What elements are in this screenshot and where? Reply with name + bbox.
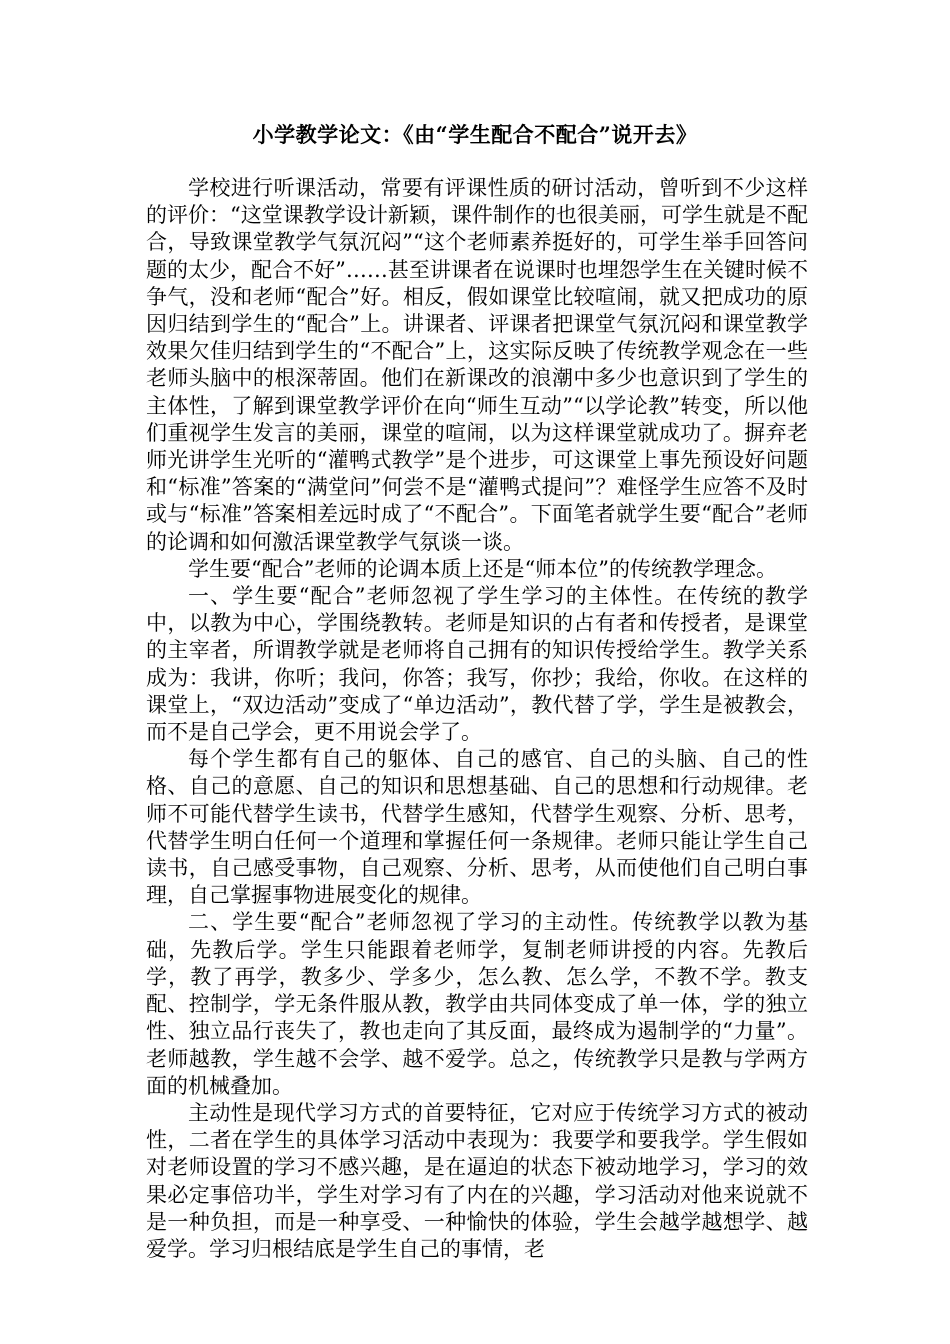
document-body	[146, 175, 808, 1263]
paragraph: 主动性是现代学习方式的首要特征，它对应于传统学习方式的被动性，二者在学生的具体学习活动中表现为：我要学和要我学。学生假如对老师设置的学习不感兴趣，是在逼迫的状态下被动地学习，学习的效果必定事倍功半，学生对学习有了内在的兴趣，学习活动对他来说就不是一种负担，而是一种享受、一种愉快的体验，学生会越学越想学、越爱学。学习归根结底是学生自己的事情，老	[146, 1100, 808, 1261]
paragraph: 每个学生都有自己的躯体、自己的感官、自己的头脑、自己的性格、自己的意愿、自己的知识和思想基础、自己的思想和行动规律。老师不可能代替学生读书，代替学生感知，代替学生观察、分析、思考，代替学生明白任何一个道理和掌握任何一条规律。老师只能让学生自己读书，自己感受事物，自己观察、分析、思考，从而使他们自己明白事理，自己掌握事物进展变化的规律。	[146, 747, 808, 908]
paragraph: 一、学生要“配合”老师忽视了学生学习的主体性。在传统的教学中，以教为中心，学围绕教转。老师是知识的占有者和传授者，是课堂的主宰者，所谓教学就是老师将自己拥有的知识传授给学生。教学关系成为：我讲，你听；我问，你答；我写，你抄；我给，你收。在这样的课堂上，“双边活动”变成了“单边活动”，教代替了学，学生是被教会，而不是自己学会，更不用说会学了。	[146, 584, 808, 745]
paragraph: 学校进行听课活动，常要有评课性质的研讨活动，曾听到不少这样的评价：“这堂课教学设计新颖，课件制作的也很美丽，可学生就是不配合，导致课堂教学气氛沉闷”“这个老师素养挺好的，可学生举手回答问题的太少，配合不好”……甚至讲课者在说课时也埋怨学生在关键时候不争气，没和老师“配合”好。相反，假如课堂比较喧闹，就又把成功的原因归结到学生的“配合”上。讲课者、评课者把课堂气氛沉闷和课堂教学效果欠佳归结到学生的“不配合”上，这实际反映了传统教学观念在一些老师头脑中的根深蒂固。他们在新课改的浪潮中多少也意识到了学生的主体性，了解到课堂教学评价在向“师生互动”“以学论教”转变，所以他们重视学生发言的美丽，课堂的喧闹，以为这样课堂就成功了。摒弃老师光讲学生光听的“灌鸭式教学”是个进步，可这课堂上事先预设好问题和“标准”答案的“满堂问”何尝不是“灌鸭式提问”？难怪学生应答不及时或与“标准”答案相差远时成了“不配合”。下面笔者就学生要“配合”老师的论调和如何激活课堂教学气氛谈一谈。	[146, 176, 808, 554]
paragraph: 学生要“配合”老师的论调本质上还是“师本位”的传统教学理念。	[188, 556, 777, 581]
paragraph: 二、学生要“配合”老师忽视了学习的主动性。传统教学以教为基础，先教后学。学生只能跟着老师学，复制老师讲授的内容。先教后学，教了再学，教多少、学多少，怎么教、怎么学，不教不学。教支配、控制学，学无条件服从教，教学由共同体变成了单一体，学的独立性、独立品行丧失了，教也走向了其反面，最终成为遏制学的“力量”。老师越教，学生越不会学、越不爱学。总之，传统教学只是教与学两方面的机械叠加。	[146, 910, 808, 1098]
document-title: 小学教学论文：《由“学生配合不配合”说开去》	[252, 122, 698, 147]
